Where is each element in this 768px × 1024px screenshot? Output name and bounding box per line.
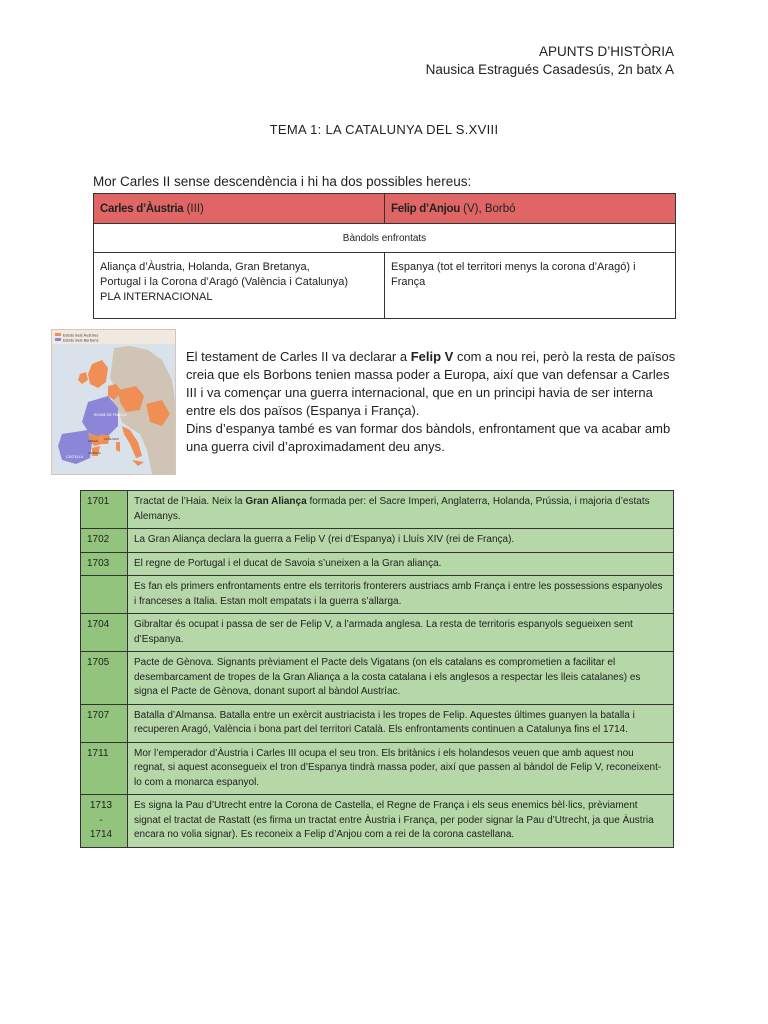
timeline-year: 1711 <box>81 742 128 795</box>
timeline-year-line: - <box>99 814 103 826</box>
timeline-event <box>128 652 674 705</box>
austria-allies-cell <box>94 253 385 319</box>
map-label-castile: CASTELLA <box>66 455 84 459</box>
document-header <box>426 43 674 79</box>
timeline-event-bold: Gran Aliança <box>245 496 307 507</box>
timeline-event-text: La Gran Aliança declara la guerra a Felip V (rei d’Espanya) i Lluís XIV (rei de França). <box>134 534 515 545</box>
paragraph-1-start: El testament de Carles II va declarar a <box>186 349 411 364</box>
timeline-row <box>81 614 674 652</box>
timeline-year: 1707 <box>81 704 128 742</box>
timeline-year: 1703 <box>81 552 128 576</box>
paragraph-1-end: com a nou rei, però la resta de països creia que els Borbons tenien massa poder a Europa, així que van defensar a Carles III i va començar una guerra internacional, que en un principi havia de ser interna entre els dos països (Espanya i França). <box>186 349 676 418</box>
timeline-event-text: El regne de Portugal i el ducat de Savoia s’uneixen a la Gran aliança. <box>134 557 442 569</box>
testament-paragraph <box>186 348 676 456</box>
timeline-event-text: Mor l’emperador d’Àustria i Carles III ocupa el seu tron. Els britànics i els holandesos veuen que amb aquest nou regnat, si aquest aconsegueix el tron d’Espanya tindrà massa poder, així que passen al bàndol de Felip V, reconeixent-lo com a monarca espanyol. <box>134 747 662 788</box>
timeline-event <box>128 614 674 652</box>
paragraph-2: Dins d’espanya també es van formar dos bàndols, enfrontament que va acabar amb una guerra civil d’aproximadament deu anys. <box>186 421 671 454</box>
timeline-row <box>81 552 674 576</box>
map-legend-austria: Estats dels Àustries <box>63 333 99 338</box>
timeline-event-text: Gibraltar és ocupat i passa de ser de Felip V, a l’armada anglesa. La resta de territoris espanyols segueixen sent d’Espanya. <box>134 619 633 645</box>
timeline-event <box>128 795 674 848</box>
sides-row <box>94 253 676 319</box>
heirs-header-row <box>94 194 676 224</box>
sides-subheader: Bàndols enfrontats <box>94 224 676 253</box>
map-label-aragon: ARAGÓ <box>88 439 98 443</box>
sides-subheader-row <box>94 224 676 253</box>
timeline-year <box>81 795 128 848</box>
heir-austria-name: Carles d’Àustria <box>100 202 184 215</box>
timeline-row <box>81 652 674 705</box>
paragraph-1-bold: Felip V <box>410 349 454 364</box>
timeline-event-text: formada per: el Sacre Imperi, Anglaterra, Holanda, Prússia, i majoria d’estats Alemanys. <box>134 496 650 522</box>
timeline-row <box>81 529 674 553</box>
timeline-event <box>128 742 674 795</box>
europe-map-image <box>51 329 176 475</box>
timeline-year-line: 1714 <box>89 829 113 840</box>
timeline-event-text: Batalla d’Almansa. Batalla entre un exèrcit austriacista i les tropes de Felip. Aquestes últimes guanyen la batalla i recuperen Aragó, València i bona part del territori Català. Els enfrontaments continuen a Catalunya fins el 1714. <box>134 709 635 735</box>
map-label-france: REGNE DE FRANÇA <box>94 413 127 417</box>
heir-austria-suffix: (III) <box>183 202 204 215</box>
heir-anjou-suffix: (V), Borbó <box>459 202 516 215</box>
intro-text: Mor Carles II sense descendència i hi ha dos possibles hereus: <box>93 174 472 189</box>
heirs-table <box>93 193 676 319</box>
timeline-event-text: Pacte de Gènova. Signants prèviament el Pacte dels Vigatans (on els catalans es comprometien a facilitar el desembarcament de tropes de la Gran Aliança a la costa catalana i els anglesos a respectar les lleis catalanes) es signa el Pacte de Gènova, donant suport al bàndol Austríac. <box>134 657 641 697</box>
timeline-event-text: Es fan els primers enfrontaments entre els territoris fronterers austriacs amb França i entre les possessions espanyoles i franceses a Italia. Estan molt empatats i la guerra s’allarga. <box>134 581 663 607</box>
timeline-event <box>128 529 674 553</box>
map-label-valencia: VALÈNCIA <box>88 452 101 455</box>
europe-map-svg <box>52 330 175 474</box>
timeline-year: 1701 <box>81 491 128 529</box>
bourbon-allies-cell: Espanya (tot el territori menys la corona d’Aragó) i França <box>385 253 676 319</box>
timeline-event <box>128 552 674 576</box>
timeline-body <box>81 491 674 848</box>
timeline-year-line: 1713 <box>89 800 113 811</box>
timeline-year: 1702 <box>81 529 128 553</box>
timeline-event <box>128 576 674 614</box>
heir-anjou-cell <box>385 194 676 224</box>
paragraph-1 <box>186 348 676 420</box>
document-title: TEMA 1: LA CATALUNYA DEL S.XVIII <box>269 122 499 137</box>
timeline-year <box>81 576 128 614</box>
timeline-year: 1704 <box>81 614 128 652</box>
header-author: Nausica Estragués Casadesús, 2n batx A <box>425 62 674 77</box>
timeline-event <box>128 491 674 529</box>
timeline-row <box>81 795 674 848</box>
heir-anjou-name: Felip d’Anjou <box>391 202 460 215</box>
timeline-event <box>128 704 674 742</box>
timeline-row <box>81 576 674 614</box>
map-legend-bourbon: Estats dels Borbons <box>63 338 99 343</box>
timeline-event-text: Tractat de l’Haia. Neix la <box>134 496 246 507</box>
header-subject: APUNTS D’HISTÒRIA <box>538 44 674 59</box>
timeline-year: 1705 <box>81 652 128 705</box>
map-label-catalonia: CATALUNYA <box>104 438 119 441</box>
austria-allies-line: Aliança d’Àustria, Holanda, Gran Bretanya, <box>100 261 310 273</box>
austria-allies-line: PLA INTERNACIONAL <box>100 291 213 303</box>
timeline-row <box>81 704 674 742</box>
heir-austria-cell <box>94 194 385 224</box>
timeline-event-text: Es signa la Pau d’Utrecht entre la Corona de Castella, el Regne de França i els seus enemics bèl·lics, prèviament signat el tractat de Rastatt (es firma un tractat entre Àustria i França, per poder signar la Pau d’Utrecht, ja que Àustria encara no volia signar). Es reconeix a Felip d’Anjou com a rei de la corona castellana. <box>134 800 654 840</box>
timeline-table <box>80 490 674 848</box>
timeline-row <box>81 491 674 529</box>
timeline-row <box>81 742 674 795</box>
austria-allies-line: Portugal i la Corona d’Aragó (València i Catalunya) <box>100 276 349 288</box>
